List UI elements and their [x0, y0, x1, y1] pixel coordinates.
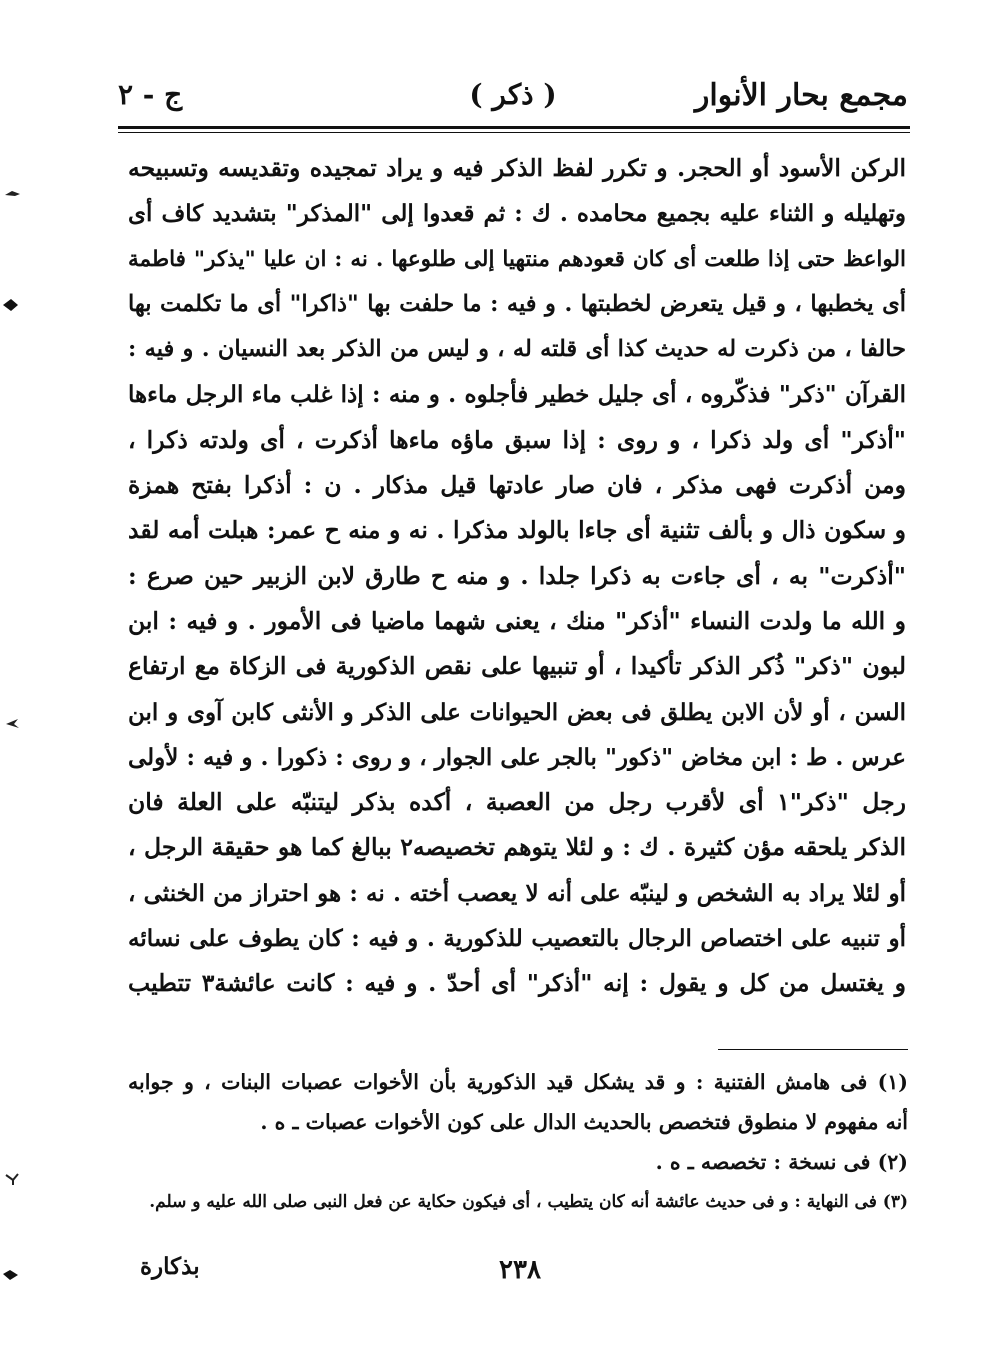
text-line: حالفا ، من ذكرت له حديث كذا أى قلته له ، و ليس من الذكر بعد النسيان . و فيه :: [128, 336, 906, 363]
text-line: الذكر يلحقه مؤن كثيرة . ك : و لئلا يتوهم تخصيصه٢ ببالغ كما هو حقيقة الرجل ،: [128, 833, 906, 862]
text-line: و سكون ذال و بألف تثنية أى جاءا بالولد مذكرا . نه و منه ح عمر: هبلت أمه لقد: [128, 516, 906, 545]
text-line: القرآن "ذكر" فذكّروه ، أى جليل خطير فأجلوه . و منه : إذا غلب ماء الرجل ماءها: [128, 381, 906, 409]
text-line: و الله ما ولدت النساء "أذكر" منك ، يعنى شهما ماضيا فى الأمور . و فيه : ابن: [128, 606, 906, 635]
text-line: وتهليله و الثناء عليه بجميع محامده . ك : ثم قعدوا إلى "المذكر" بتشديد كاف أى: [128, 200, 906, 228]
text-line: أى يخطبها ، و قيل يتعرض لخطبتها . و فيه : ما حلفت بها "ذاكرا" أى ما تكلمت بها: [128, 290, 906, 317]
header-rule-thick: [118, 126, 910, 129]
text-line: الركن الأسود أو الحجر. و تكرر لفظ الذكر فيه و يراد تمجيده وتقديسه وتسبيحه: [128, 154, 906, 182]
footnote-1-continued: أنه مفهوم لا منطوق فتخصص بالحديث الدال على كون الأخوات عصبات ـ ه .: [260, 1110, 908, 1134]
footnote-separator: [718, 1049, 908, 1050]
text-line: أو لئلا يراد به الشخص و لينبّه على أنه لا يعصب أخته . نه : هو احتراز من الخنثى ،: [128, 879, 906, 907]
margin-speck-mark: [4, 1172, 22, 1186]
volume-number: ج - ٢: [118, 78, 183, 111]
text-line: "أذكر" أى ولد ذكرا ، و روى : إذا سبق ماؤه ماءها أذكرت ، أى ولدته ذكرا ،: [128, 425, 906, 454]
text-line: و يغتسل من كل و يقول : إنه "أذكر" أى أحدّ . و فيه : كانت عائشة٣ تتطيب: [128, 969, 906, 998]
text-line: عرس . ط : ابن مخاض "ذكور" بالجر على الجوار ، و روى : ذكورا . و فيه : لأولى: [128, 743, 906, 771]
text-line: لبون "ذكر" ذُكر الذكر تأكيدا ، أو تنبيها على نقص الذكورية فى الزكاة مع ارتفاع: [128, 652, 906, 681]
footnote-2: (٢) فى نسخة : تخصصه ـ ه .: [655, 1150, 908, 1174]
margin-speck-mark: [4, 716, 22, 730]
margin-speck-mark: [2, 298, 20, 312]
page-number: ٢٣٨: [499, 1255, 541, 1285]
footnotes: [128, 1062, 908, 1222]
margin-speck-mark: [4, 186, 22, 200]
text-line: رجل "ذكر"١ أى لأقرب رجل من العصبة ، أكده بذكر ليتنبّه على العلة فان: [128, 788, 906, 817]
footnote-3: (٣) فى النهاية : و فى حديث عائشة أنه كان يتطيب ، أى فيكون حكاية عن فعل النبى صلى الله عليه و سلم.: [149, 1192, 908, 1212]
text-line: السن ، أو لأن الابن يطلق فى بعض الحيوانات على الذكر و الأنثى كابن آوى و ابن: [128, 698, 906, 726]
entry-root-heading: ( ذكر ): [469, 78, 557, 111]
text-line: الواعظ حتى إذا طلعت أى كان قعودهم منتهيا إلى طلوعها . نه : ان عليا "يذكر" فاطمة: [128, 246, 906, 272]
catchword: بذكارة: [140, 1253, 200, 1280]
text-line: "أذكرت" به ، أى جاءت به ذكرا جلدا . و منه ح طارق لابن الزبير حين صرع :: [128, 561, 906, 590]
footnote-1: (١) فى هامش الفتنية : و قد يشكل قيد الذكورية بأن الأخوات عصبات البنات ، و جوابه: [128, 1070, 908, 1094]
text-line: أو تنبيه على اختصاص الرجال بالتعصيب للذكورية . و فيه : كان يطوف على نسائه: [128, 925, 906, 953]
main-text: [128, 146, 906, 1007]
margin-speck-mark: [2, 1268, 20, 1282]
running-header: [118, 78, 908, 122]
text-line: ومن أذكرت فهى مذكر ، فان صار عادتها قيل مذكار . ن : أذكرا بفتح همزة: [128, 471, 906, 500]
book-title: مجمع بحار الأنوار: [694, 78, 908, 113]
header-rule-thin: [118, 132, 910, 133]
